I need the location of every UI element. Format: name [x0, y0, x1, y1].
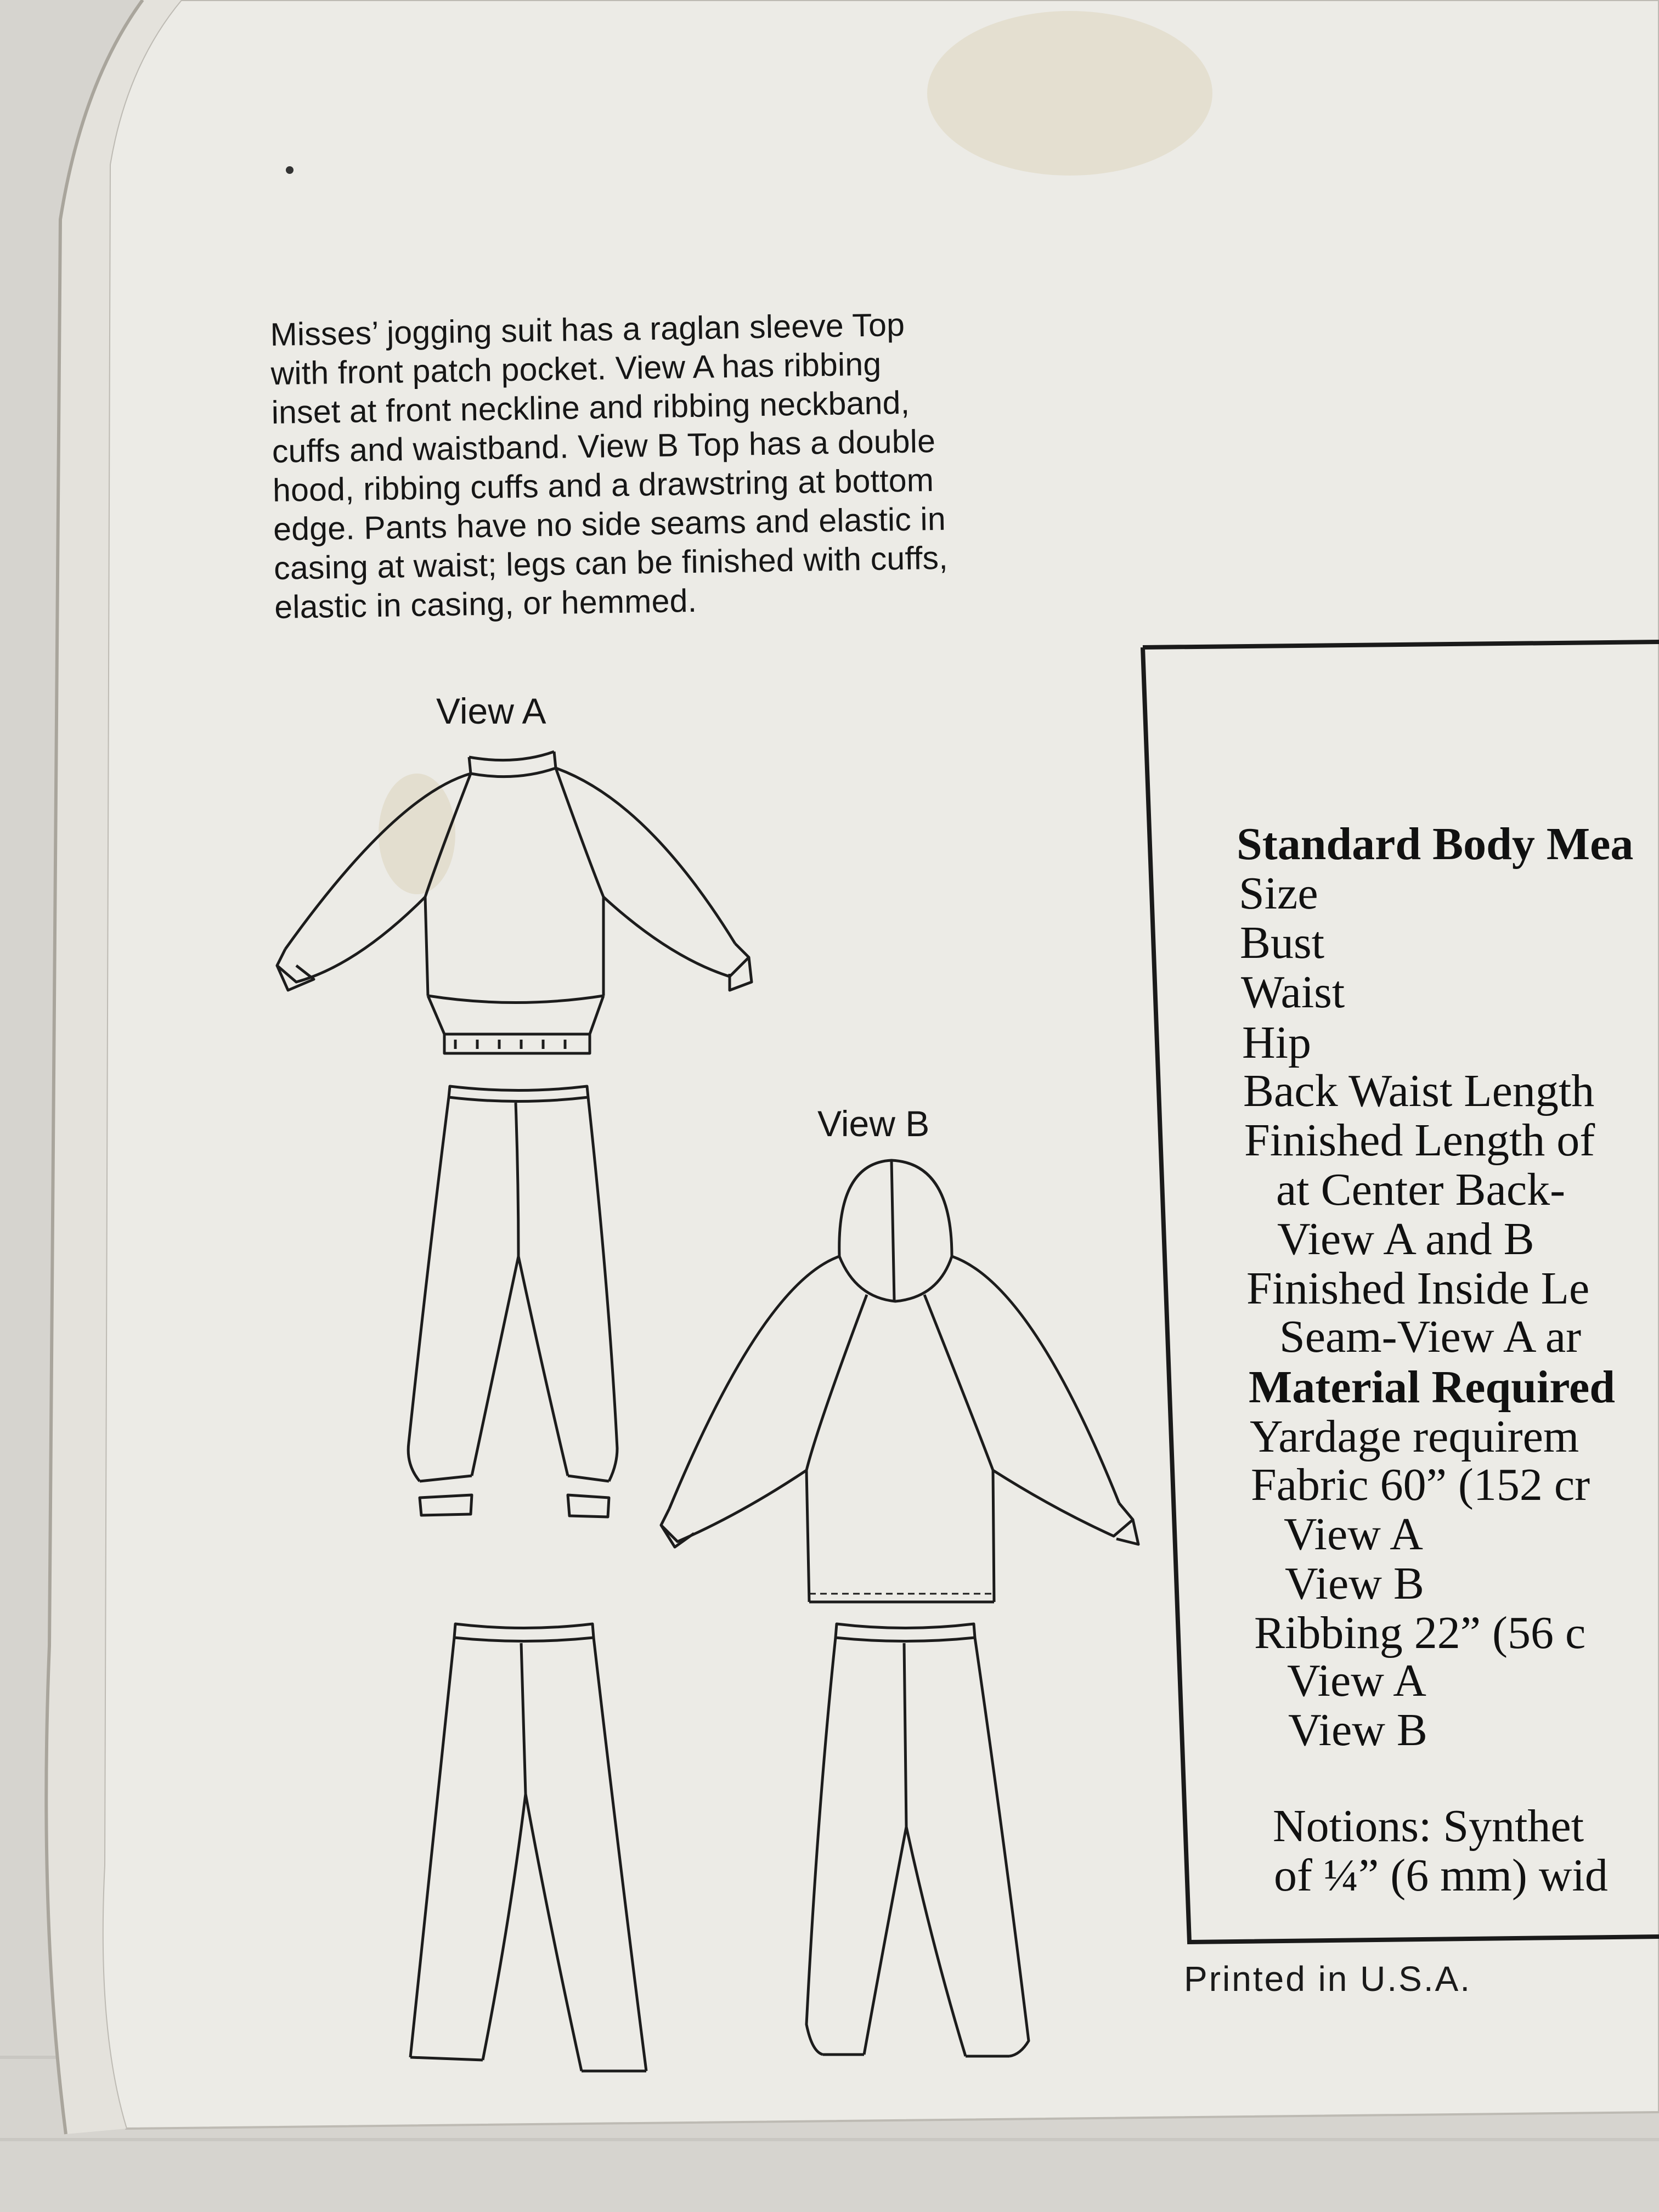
- size-label: Size: [1239, 868, 1318, 919]
- inside-leg-label: Finished Inside Le: [1246, 1263, 1590, 1314]
- printed-in-label: Printed in U.S.A.: [1184, 1959, 1472, 1999]
- finished-length-label: Finished Length of: [1244, 1115, 1595, 1166]
- pattern-description: [270, 303, 1081, 627]
- fabric-view-a-label: View A: [1284, 1509, 1423, 1560]
- description-line: Misses’ jogging suit has a raglan sleeve Top: [270, 306, 905, 353]
- bust-label: Bust: [1240, 917, 1325, 968]
- notions-block: [1229, 1794, 1659, 1937]
- notions-detail: of ¼” (6 mm) wid: [1274, 1850, 1608, 1901]
- measurements-heading: Standard Body Mea: [1237, 819, 1634, 870]
- notions-label: Notions: Synthet: [1273, 1801, 1584, 1852]
- seam-view-label: Seam-View A ar: [1279, 1311, 1582, 1362]
- measurement-chart: [1229, 806, 1659, 1794]
- yardage-label: Yardage requirem: [1250, 1411, 1579, 1462]
- ribbing-label: Ribbing 22” (56 c: [1254, 1607, 1586, 1658]
- ribbing-view-a-label: View A: [1287, 1655, 1426, 1706]
- view-ab-label: View A and B: [1277, 1214, 1534, 1265]
- fabric-label: Fabric 60” (152 cr: [1251, 1459, 1590, 1510]
- description-line: hood, ribbing cuffs and a drawstring at bottom: [272, 462, 934, 509]
- waist-label: Waist: [1241, 967, 1345, 1018]
- center-back-label: at Center Back-: [1276, 1164, 1566, 1215]
- description-line: with front patch pocket. View A has ribbing: [270, 346, 882, 392]
- ribbing-view-b-label: View B: [1288, 1705, 1427, 1756]
- description-line: casing at waist; legs can be finished with cuffs,: [273, 539, 949, 586]
- fabric-view-b-label: View B: [1285, 1558, 1424, 1609]
- view-a-label: View A: [436, 691, 546, 731]
- view-b-label: View B: [817, 1103, 930, 1144]
- back-waist-label: Back Waist Length: [1243, 1065, 1595, 1116]
- material-heading: Material Required: [1249, 1362, 1615, 1413]
- description-line: inset at front neckline and ribbing neckband,: [271, 384, 910, 431]
- description-line: elastic in casing, or hemmed.: [274, 582, 697, 625]
- hip-label: Hip: [1242, 1017, 1311, 1068]
- description-line: cuffs and waistband. View B Top has a double: [272, 422, 936, 470]
- description-line: edge. Pants have no side seams and elastic in: [273, 500, 946, 548]
